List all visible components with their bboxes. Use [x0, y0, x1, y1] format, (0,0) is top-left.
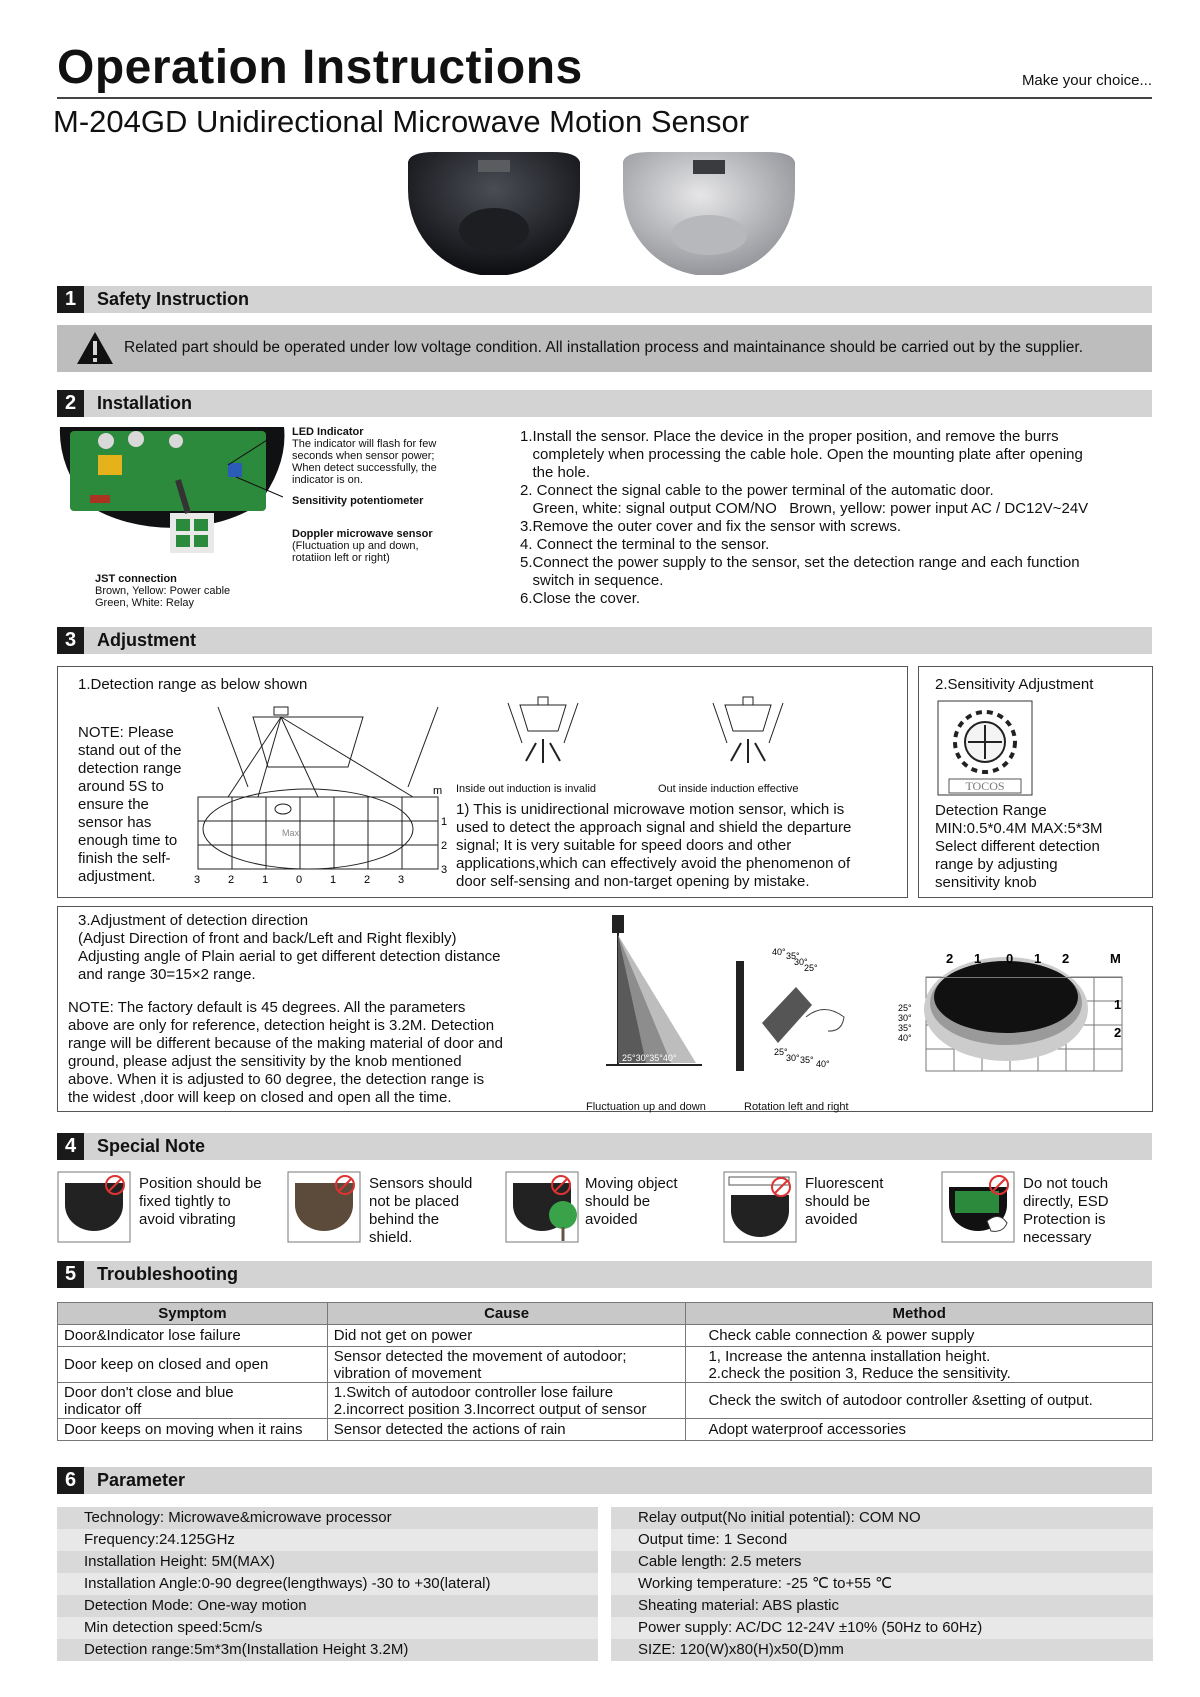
parameter-item: Working temperature: -25 ℃ to+55 ℃ — [611, 1573, 1153, 1595]
table-row: Door keeps on moving when it rains Sensor detected the actions of rain Adopt waterproof accessories — [58, 1419, 1153, 1441]
detection-range-panel — [57, 666, 908, 898]
grid-unit: m — [433, 785, 443, 797]
doppler-callout: Doppler microwave sensor (Fluctuation up and down, rotatiion left or right) — [292, 528, 433, 564]
parameter-item: Sheating material: ABS plastic — [611, 1595, 1153, 1617]
special-note-item: Do not touch directly, ESD Protection is necessary — [941, 1171, 1151, 1243]
grid-x-tick: 3 — [194, 874, 201, 886]
table-header-row: Symptom Cause Method — [58, 1303, 1153, 1325]
product-subtitle: M-204GD Unidirectional Microwave Motion Sensor — [53, 104, 750, 139]
section-special-note-header: 4 Special Note — [57, 1133, 1152, 1160]
parameter-item: Detection Mode: One-way motion — [57, 1595, 598, 1617]
grid-x-tick: 2 — [364, 874, 371, 886]
range-angle-label: 35° — [898, 1023, 912, 1033]
direction-note: NOTE: The factory default is 45 degrees. All the parameters above are only for reference, detection height is 3.2M. Detection range will be different because of the making material of door and ground, please adjust the sensitivity by the knob mentioned above. When it is adjusted to 60 degree, the detection range is the widest ,door will keep on closed and open all the time. — [68, 999, 503, 1106]
grid-y-tick: 2 — [441, 840, 448, 852]
rotation-angle-label: 25° — [774, 1047, 788, 1057]
parameters-right — [611, 1507, 1153, 1661]
rotation-angle-label: 40° — [816, 1059, 830, 1069]
esd-hand-icon — [941, 1171, 1015, 1243]
moving-object-icon — [505, 1171, 579, 1243]
grid-y-tick: 3 — [441, 864, 448, 876]
rotation-angle-label: 25° — [804, 963, 818, 973]
parameter-item: Power supply: AC/DC 12-24V ±10% (50Hz to 60Hz) — [611, 1617, 1153, 1639]
knob-brand: TOCOS — [965, 779, 1005, 793]
special-note-item: Sensors should not be placed behind the shield. — [287, 1171, 497, 1243]
detection-range-title: 1.Detection range as below shown — [78, 676, 308, 693]
troubleshooting-table — [57, 1302, 1153, 1441]
range-angle-label: 40° — [898, 1033, 912, 1043]
section-troubleshooting-header: 5 Troubleshooting — [57, 1261, 1152, 1288]
sensitivity-panel — [918, 666, 1153, 898]
rotation-angle-label: 40° — [772, 947, 786, 957]
range-y-tick: 2 — [1114, 1025, 1122, 1040]
fluctuation-diagram — [606, 913, 706, 1073]
range-angle-label: 25° — [898, 1003, 912, 1013]
sensor-silver-photo — [623, 152, 795, 275]
led-callout: LED Indicator The indicator will flash for few seconds when sensor power; When detect successfully, the indicator is on. — [292, 426, 437, 486]
rotation-angle-label: 30° — [794, 957, 808, 967]
pot-callout: Sensitivity potentiometer — [292, 495, 424, 507]
grid-x-tick: 1 — [330, 874, 337, 886]
product-photos — [405, 150, 805, 275]
sensor-shield-icon — [287, 1171, 361, 1243]
tagline: Make your choice... — [1021, 72, 1152, 89]
grid-x-tick: 3 — [398, 874, 405, 886]
range-x-tick: 1 — [1034, 951, 1042, 966]
rotation-angle-label: 30° — [786, 1053, 800, 1063]
direction-title: 3.Adjustment of detection direction (Adjust Direction of front and back/Left and Right flexibly) Adjusting angle of Plain aerial to get different detection distance and range 30=15×2 range. — [78, 912, 501, 983]
parameter-item: SIZE: 120(W)x80(H)x50(D)mm — [611, 1639, 1153, 1661]
unidirectional-description: 1) This is unidirectional microwave motion sensor, which is used to detect the approach signal and shield the departure signal; It is very suitable for speed doors and other applications,which can effectively avoid the phenomenon of door self-sensing and non-target opening by mistake. — [456, 801, 852, 890]
section-installation-header: 2 Installation — [57, 390, 1152, 417]
sensitivity-knob-icon — [937, 700, 1033, 796]
out-inside-diagram — [703, 695, 793, 775]
safety-text: Related part should be operated under low voltage condition. All installation process and maintainance should be carried out by the supplier. — [124, 339, 1084, 356]
sensor-vibration-icon — [57, 1171, 131, 1243]
range-x-tick: 2 — [946, 951, 954, 966]
parameter-item: Installation Height: 5M(MAX) — [57, 1551, 598, 1573]
jst-callout: JST connection Brown, Yellow: Power cable Green, White: Relay — [95, 573, 231, 609]
table-row: Door don't close and blue indicator off 1.Switch of autodoor controller lose failure 2.incorrect position 3.Incorrect output of sensor Check the switch of autodoor controller &setting of output. — [58, 1383, 1153, 1419]
fluctuation-caption: Fluctuation up and down — [586, 1101, 706, 1113]
inside-out-caption: Inside out induction is invalid — [456, 783, 597, 795]
parameter-item: Technology: Microwave&microwave processor — [57, 1507, 598, 1529]
parameter-item: Min detection speed:5cm/s — [57, 1617, 598, 1639]
table-row: Door keep on closed and open Sensor detected the movement of autodoor; vibration of movement 1, Increase the antenna installation height. 2.check the position 3, Reduce the sensitivity. — [58, 1347, 1153, 1383]
out-inside-caption: Out inside induction effective — [658, 783, 799, 795]
detection-range-diagram — [188, 697, 478, 897]
parameter-item: Output time: 1 Second — [611, 1529, 1153, 1551]
parameter-item: Installation Angle:0-90 degree(lengthways) -30 to +30(lateral) — [57, 1573, 598, 1595]
range-angle-label: 30° — [898, 1013, 912, 1023]
range-pattern-diagram — [896, 947, 1136, 1077]
fluorescent-lamp-icon — [723, 1171, 797, 1243]
parameter-item: Cable length: 2.5 meters — [611, 1551, 1153, 1573]
safety-warning-banner — [57, 325, 1152, 372]
special-note-item: Moving object should be avoided — [505, 1171, 715, 1243]
grid-y-tick: 1 — [441, 816, 448, 828]
grid-x-tick: 1 — [262, 874, 269, 886]
pcb-photo — [58, 425, 290, 565]
direction-panel — [57, 906, 1153, 1112]
range-x-tick: 2 — [1062, 951, 1070, 966]
section-safety-header: 1 Safety Instruction — [57, 286, 1152, 313]
range-x-tick: 1 — [974, 951, 982, 966]
self-adjust-note: NOTE: Please stand out of the detection range around 5S to ensure the sensor has enough time to finish the self- adjustment. — [78, 724, 182, 885]
sensitivity-title: 2.Sensitivity Adjustment — [935, 676, 1094, 693]
section-parameter-header: 6 Parameter — [57, 1467, 1152, 1494]
parameter-item: Detection range:5m*3m(Installation Height 3.2M) — [57, 1639, 598, 1661]
range-y-tick: 1 — [1114, 997, 1122, 1012]
sensor-black-photo — [408, 152, 580, 275]
installation-steps: 1.Install the sensor. Place the device in the proper position, and remove the burrs completely when processing the cable hole. Open the mounting plate after opening the hole. 2. Connect the signal cable to the power terminal of the automatic door. Green, white: signal output COM/NO Brown, yellow: power input AC / DC12V~24V 3.Remove the outer cover and fix the sensor with screws. 4. Connect the terminal to the sensor. 5.Connect the power supply to the sensor, set the detection range and each function switch in sequence. 6.Close the cover. — [520, 428, 1089, 607]
parameter-item: Relay output(No initial potential): COM NO — [611, 1507, 1153, 1529]
fan-angle-label: 25°30°35°40° — [622, 1053, 677, 1063]
section-adjustment-header: 3 Adjustment — [57, 627, 1152, 654]
special-notes-row — [57, 1171, 1153, 1246]
rotation-diagram — [734, 947, 854, 1092]
warning-icon — [75, 330, 115, 366]
parameters-left — [57, 1507, 598, 1661]
rotation-angle-label: 35° — [786, 951, 800, 961]
special-note-item: Fluorescent should be avoided — [723, 1171, 933, 1243]
range-x-tick: 0 — [1006, 951, 1014, 966]
range-unit: M — [1110, 951, 1121, 966]
parameter-item: Frequency:24.125GHz — [57, 1529, 598, 1551]
grid-x-tick: 2 — [228, 874, 235, 886]
max-label: Max — [282, 828, 300, 838]
grid-x-tick: 0 — [296, 874, 303, 886]
page-title: Operation Instructions — [57, 41, 583, 94]
table-row: Door&Indicator lose failure Did not get on power Check cable connection & power supply — [58, 1325, 1153, 1347]
inside-out-diagram — [498, 695, 588, 775]
sensitivity-text: Detection Range MIN:0.5*0.4M MAX:5*3M Select different detection range by adjusting sensitivity knob — [935, 802, 1103, 891]
rotation-caption: Rotation left and right — [744, 1101, 849, 1113]
rotation-angle-label: 35° — [800, 1055, 814, 1065]
header-divider — [57, 97, 1152, 99]
special-note-item: Position should be fixed tightly to avoid vibrating — [57, 1171, 275, 1243]
